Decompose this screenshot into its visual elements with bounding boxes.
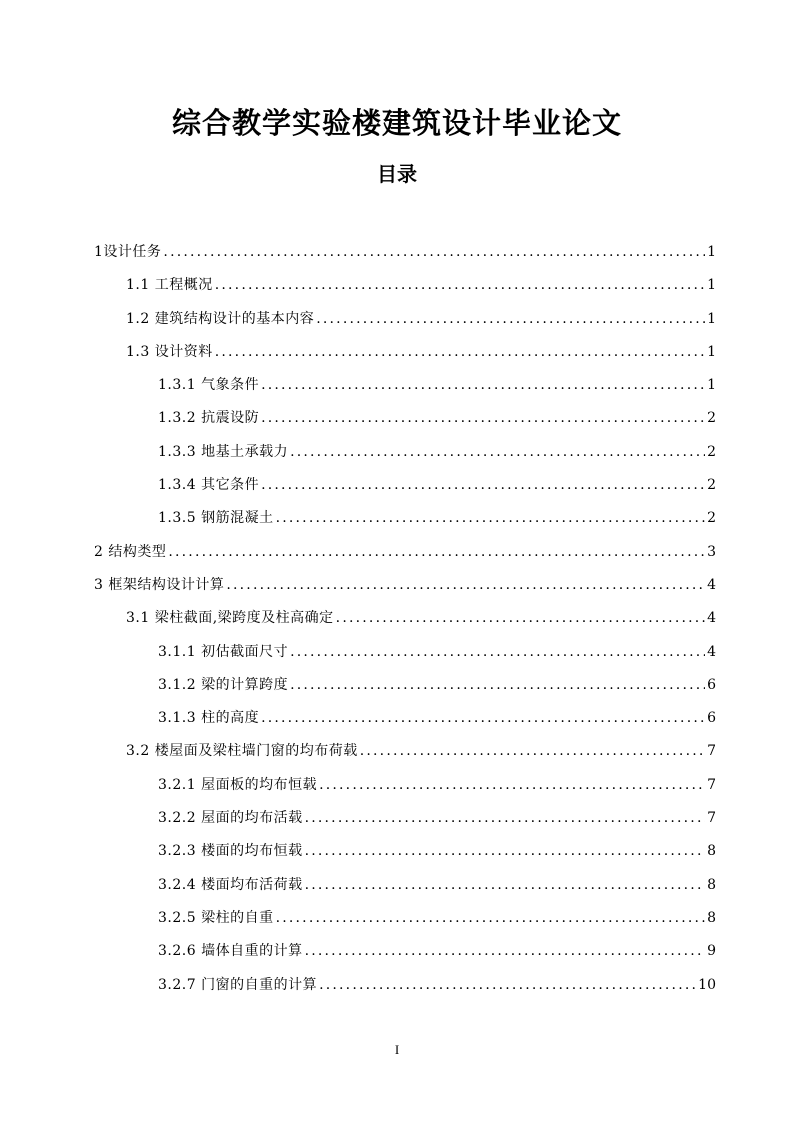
toc-leader-dots: [168, 536, 705, 569]
toc-entry-page: 1: [707, 310, 716, 327]
toc-entry-label: 3.2 楼屋面及梁柱墙门窗的均布荷载: [126, 743, 358, 760]
toc-leader-dots: [290, 636, 705, 669]
toc-leader-dots: [226, 569, 705, 602]
toc-leader-dots: [319, 769, 705, 802]
toc-entry-page: 1: [707, 277, 716, 294]
toc-leader-dots: [336, 602, 705, 635]
toc-entry[interactable]: [126, 303, 794, 336]
toc-entry[interactable]: [158, 636, 794, 669]
toc-entry[interactable]: [158, 902, 794, 935]
toc-entry-page: 7: [707, 743, 716, 760]
toc-entry-label: 1设计任务: [94, 244, 162, 260]
toc-entry-label: 1.3.5 钢筋混凝土: [158, 510, 274, 527]
toc-entry[interactable]: [158, 369, 794, 402]
toc-entry-page: 1: [707, 244, 716, 260]
toc-entry-label: 3.2.3 楼面的均布恒载: [158, 843, 303, 860]
toc-entry-page: 1: [707, 343, 716, 360]
toc-entry[interactable]: [158, 769, 794, 802]
toc-leader-dots: [163, 236, 705, 269]
toc-leader-dots: [261, 402, 705, 435]
toc-leader-dots: [305, 869, 706, 902]
toc-entry-label: 3.1 梁柱截面,梁跨度及柱高确定: [126, 610, 334, 627]
toc-entry[interactable]: [158, 669, 794, 702]
toc-entry[interactable]: [158, 436, 794, 469]
toc-entry-page: 9: [707, 943, 716, 960]
table-of-contents: [0, 236, 794, 1002]
toc-entry-page: 4: [707, 576, 716, 593]
toc-entry-page: 4: [707, 643, 716, 660]
toc-entry[interactable]: [158, 835, 794, 868]
toc-leader-dots: [276, 902, 706, 935]
toc-entry-page: 6: [707, 710, 716, 727]
toc-entry-label: 3.1.1 初估截面尺寸: [158, 643, 289, 660]
toc-leader-dots: [276, 502, 706, 535]
toc-entry-label: 1.3.3 地基土承载力: [158, 443, 289, 460]
toc-entry[interactable]: [126, 602, 794, 635]
toc-leader-dots: [305, 802, 706, 835]
toc-entry-page: 1: [707, 377, 716, 394]
toc-leader-dots: [261, 369, 705, 402]
toc-leader-dots: [290, 436, 705, 469]
toc-entry-page: 6: [707, 676, 716, 693]
toc-entry[interactable]: [158, 869, 794, 902]
toc-leader-dots: [360, 735, 705, 768]
toc-entry-page: 2: [707, 410, 716, 427]
toc-entry-label: 3.1.3 柱的高度: [158, 710, 260, 727]
toc-entry-page: 3: [707, 543, 716, 560]
toc-entry[interactable]: [158, 502, 794, 535]
toc-entry-page: 4: [707, 610, 716, 627]
toc-entry[interactable]: [158, 469, 794, 502]
toc-leader-dots: [305, 835, 706, 868]
toc-entry-label: 1.3.2 抗震设防: [158, 410, 260, 427]
toc-entry[interactable]: [126, 336, 794, 369]
toc-entry-label: 3.2.6 墙体自重的计算: [158, 943, 303, 960]
toc-entry-page: 7: [707, 810, 716, 827]
toc-entry[interactable]: [94, 569, 794, 602]
toc-entry-page: 2: [707, 510, 716, 527]
toc-leader-dots: [215, 269, 705, 302]
toc-entry-page: 2: [707, 443, 716, 460]
toc-leader-dots: [319, 969, 696, 1002]
toc-entry[interactable]: [126, 735, 794, 768]
toc-entry[interactable]: [158, 969, 794, 1002]
toc-entry-page: 8: [707, 909, 716, 926]
toc-entry-page: 8: [707, 843, 716, 860]
toc-entry[interactable]: [158, 935, 794, 968]
toc-entry[interactable]: [94, 536, 794, 569]
toc-leader-dots: [305, 935, 706, 968]
toc-entry-label: 1.3.1 气象条件: [158, 377, 260, 394]
toc-leader-dots: [261, 702, 705, 735]
toc-entry-label: 3.2.7 门窗的自重的计算: [158, 976, 318, 993]
toc-entry-label: 1.1 工程概况: [126, 277, 213, 294]
page-number: I: [394, 1042, 400, 1057]
toc-entry-page: 8: [707, 876, 716, 893]
document-title: 综合教学实验楼建筑设计毕业论文: [171, 106, 622, 140]
toc-entry-page: 10: [698, 976, 716, 993]
toc-entry-label: 3.1.2 梁的计算跨度: [158, 676, 289, 693]
toc-entry[interactable]: [158, 702, 794, 735]
toc-entry-label: 3.2.4 楼面均布活荷载: [158, 876, 303, 893]
toc-entry-label: 1.3 设计资料: [126, 343, 213, 360]
toc-entry-label: 3 框架结构设计计算: [94, 576, 225, 593]
toc-entry-label: 3.2.5 梁柱的自重: [158, 909, 274, 926]
toc-entry-page: 2: [707, 477, 716, 494]
toc-leader-dots: [290, 669, 705, 702]
toc-entry[interactable]: [126, 269, 794, 302]
toc-leader-dots: [215, 336, 705, 369]
toc-leader-dots: [316, 303, 705, 336]
toc-entry-label: 3.2.1 屋面板的均布恒载: [158, 776, 318, 793]
toc-entry-label: 1.3.4 其它条件: [158, 477, 260, 494]
toc-entry-page: 7: [707, 776, 716, 793]
toc-entry-label: 2 结构类型: [94, 543, 167, 560]
toc-entry[interactable]: [158, 802, 794, 835]
toc-entry[interactable]: [158, 402, 794, 435]
toc-leader-dots: [261, 469, 705, 502]
toc-heading: 目录: [377, 162, 417, 186]
toc-entry-label: 3.2.2 屋面的均布活载: [158, 810, 303, 827]
toc-entry[interactable]: [94, 236, 794, 269]
toc-entry-label: 1.2 建筑结构设计的基本内容: [126, 310, 315, 327]
